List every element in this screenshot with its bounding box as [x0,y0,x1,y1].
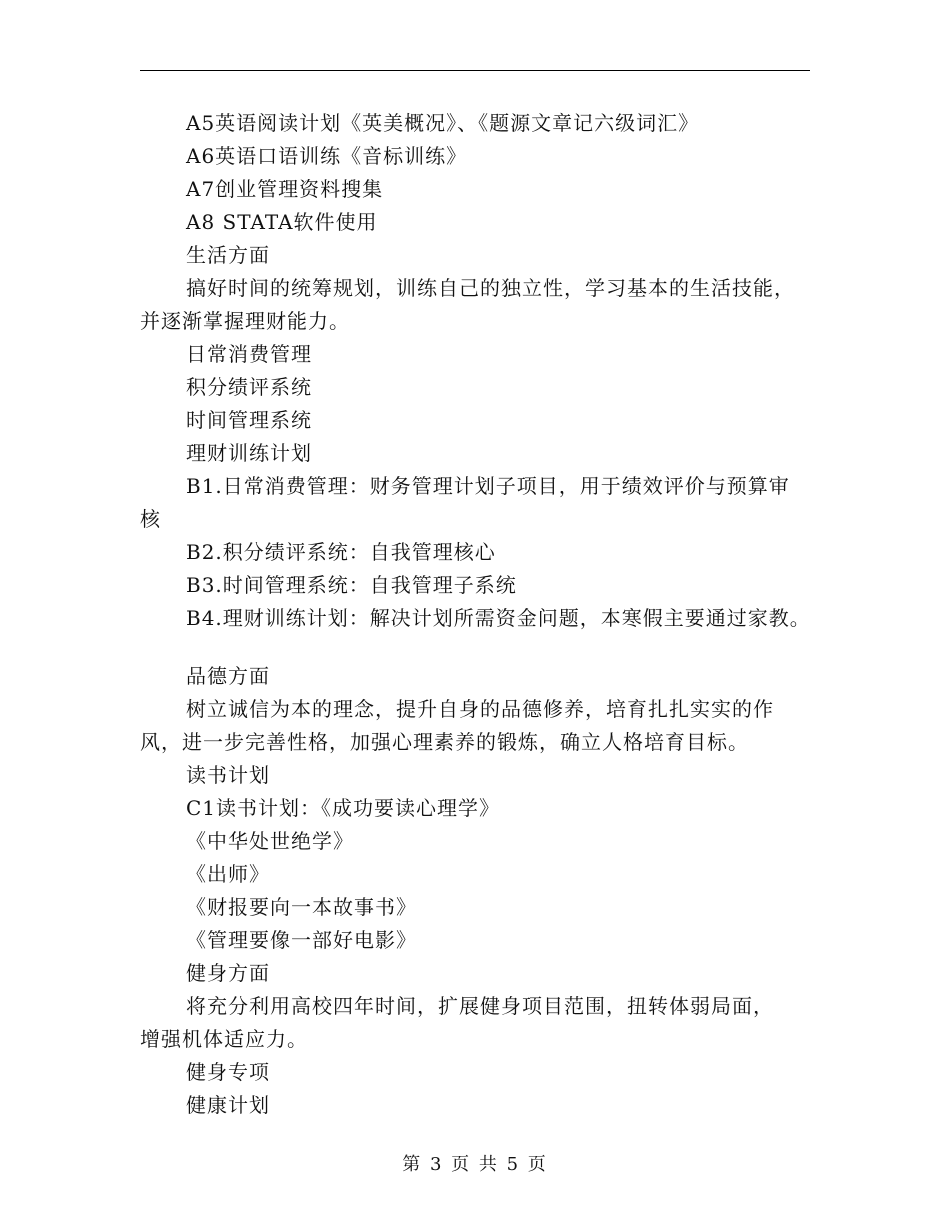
text-line-b4: B4.理财训练计划：解决计划所需资金问题，本寒假主要通过家教。 [186,606,811,630]
text-line-a5: A5英语阅读计划《英美概况》、《题源文章记六级词汇》 [186,111,700,135]
paragraph-line: 增强机体适应力。 [140,1027,308,1051]
text-line-b2: B2.积分绩评系统：自我管理核心 [186,540,496,564]
header-rule [140,70,810,71]
section-heading-morality: 品德方面 [186,664,270,688]
book-title: 《中华处世绝学》 [186,829,354,853]
list-item: 健身专项 [186,1060,270,1084]
text-line-b3: B3.时间管理系统：自我管理子系统 [186,573,517,597]
list-item: 时间管理系统 [186,408,312,432]
paragraph-line: 将充分利用高校四年时间，扩展健身项目范围，扭转体弱局面， [186,994,774,1018]
paragraph-line: 搞好时间的统筹规划，训练自己的独立性，学习基本的生活技能， [186,276,795,300]
text-line-b1-cont: 核 [140,507,161,531]
section-heading-life: 生活方面 [186,243,270,267]
text-line-c1: C1读书计划：《成功要读心理学》 [186,796,501,820]
book-title: 《管理要像一部好电影》 [186,928,417,952]
text-line-a6: A6英语口语训练《音标训练》 [186,144,468,168]
paragraph-line: 风，进一步完善性格，加强心理素养的锻炼，确立人格培育目标。 [140,730,749,754]
section-heading-fitness: 健身方面 [186,961,270,985]
list-item: 积分绩评系统 [186,375,312,399]
book-title: 《出师》 [186,862,270,886]
section-heading-reading: 读书计划 [186,763,270,787]
list-item: 日常消费管理 [186,342,312,366]
text-line-b1: B1.日常消费管理：财务管理计划子项目，用于绩效评价与预算审 [186,474,790,498]
page-number-footer: 第 3 页 共 5 页 [402,1154,548,1175]
book-title: 《财报要向一本故事书》 [186,895,417,919]
paragraph-line: 树立诚信为本的理念，提升自身的品德修养，培育扎扎实实的作 [186,697,774,721]
paragraph-line: 并逐渐掌握理财能力。 [140,309,350,333]
list-item: 健康计划 [186,1093,270,1117]
text-line-a8: A8 STATA软件使用 [186,210,378,234]
list-item: 理财训练计划 [186,441,312,465]
text-line-a7: A7创业管理资料搜集 [186,177,384,201]
